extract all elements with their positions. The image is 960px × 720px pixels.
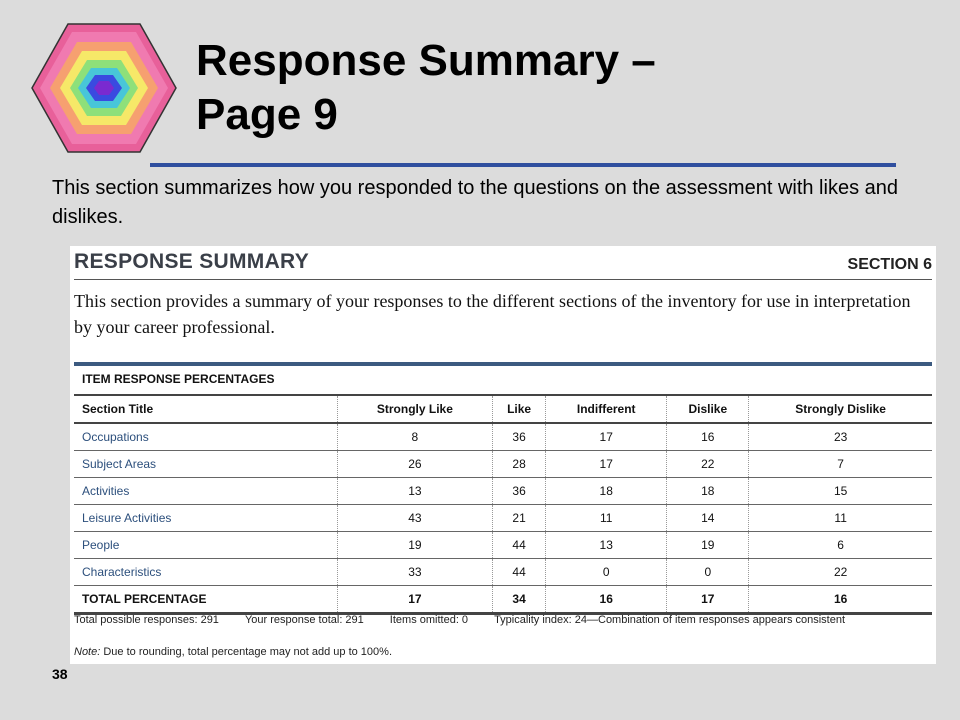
table-cell: 0 <box>546 559 667 586</box>
document-header <box>74 250 932 274</box>
slide-title-line2: Page 9 <box>196 90 338 139</box>
table-cell: 18 <box>667 478 749 505</box>
table-cell: 0 <box>667 559 749 586</box>
your-response-total: Your response total: 291 <box>244 614 364 626</box>
table-cell: 16 <box>667 423 749 451</box>
row-label: People <box>74 532 337 559</box>
rounding-note <box>74 646 392 658</box>
page-number: 38 <box>52 666 68 682</box>
table-cell: 22 <box>749 559 932 586</box>
note-label: Note: <box>74 646 101 658</box>
column-header: Strongly Like <box>337 395 492 423</box>
table-cell: 43 <box>337 505 492 532</box>
items-omitted: Items omitted: 0 <box>389 614 469 626</box>
table-cell: 11 <box>546 505 667 532</box>
note-text: Due to rounding, total percentage may not add up to 100%. <box>100 646 392 658</box>
table-row <box>74 451 932 478</box>
row-label: Occupations <box>74 423 337 451</box>
table-title: ITEM RESPONSE PERCENTAGES <box>82 372 275 386</box>
table-cell: 36 <box>493 478 546 505</box>
table-cell: 44 <box>493 532 546 559</box>
row-label: Subject Areas <box>74 451 337 478</box>
total-row-label: TOTAL PERCENTAGE <box>74 586 337 614</box>
response-summary-document <box>70 246 936 664</box>
table-cell: 36 <box>493 423 546 451</box>
document-heading: RESPONSE SUMMARY <box>74 250 310 273</box>
document-description: This section provides a summary of your responses to the different sections of the inventory for use in interpretation by your career professional. <box>74 291 911 337</box>
table-cell: 13 <box>337 478 492 505</box>
table-cell: 44 <box>493 559 546 586</box>
table-cell: 33 <box>337 559 492 586</box>
table-cell: 6 <box>749 532 932 559</box>
table-cell: 17 <box>546 451 667 478</box>
document-section-bar <box>74 362 932 366</box>
table-row <box>74 478 932 505</box>
table-cell: 23 <box>749 423 932 451</box>
title-divider <box>150 163 896 167</box>
column-header: Like <box>493 395 546 423</box>
row-label: Leisure Activities <box>74 505 337 532</box>
column-header: Strongly Dislike <box>749 395 932 423</box>
response-stats-footer <box>74 614 932 626</box>
total-cell: 34 <box>493 586 546 614</box>
table-cell: 17 <box>546 423 667 451</box>
table-cell: 18 <box>546 478 667 505</box>
table-cell: 14 <box>667 505 749 532</box>
column-header: Section Title <box>74 395 337 423</box>
slide-intro-text: This section summarizes how you responded to the questions on the assessment with likes and dislikes. <box>52 177 898 228</box>
total-cell: 16 <box>749 586 932 614</box>
table-cell: 19 <box>667 532 749 559</box>
total-cell: 17 <box>337 586 492 614</box>
table-cell: 8 <box>337 423 492 451</box>
column-header: Dislike <box>667 395 749 423</box>
table-row <box>74 505 932 532</box>
table-cell: 7 <box>749 451 932 478</box>
document-section-label: SECTION 6 <box>847 256 932 273</box>
total-possible-responses: Total possible responses: 291 <box>74 614 219 626</box>
table-row <box>74 423 932 451</box>
table-total-row <box>74 586 932 614</box>
table-cell: 26 <box>337 451 492 478</box>
table-cell: 22 <box>667 451 749 478</box>
typicality-index: Typicality index: 24—Combination of item responses appears consistent <box>494 614 846 626</box>
table-cell: 28 <box>493 451 546 478</box>
item-response-table <box>74 394 932 615</box>
table-cell: 21 <box>493 505 546 532</box>
total-cell: 17 <box>667 586 749 614</box>
rainbow-hexagon-logo <box>30 22 178 154</box>
slide-title-line1: Response Summary – <box>196 36 656 85</box>
row-label: Characteristics <box>74 559 337 586</box>
total-cell: 16 <box>546 586 667 614</box>
table-row <box>74 532 932 559</box>
table-cell: 13 <box>546 532 667 559</box>
table-row <box>74 559 932 586</box>
table-cell: 19 <box>337 532 492 559</box>
document-header-rule <box>74 279 932 280</box>
table-cell: 15 <box>749 478 932 505</box>
column-header: Indifferent <box>546 395 667 423</box>
slide-title <box>196 34 656 142</box>
table-header-row <box>74 395 932 423</box>
table-cell: 11 <box>749 505 932 532</box>
row-label: Activities <box>74 478 337 505</box>
